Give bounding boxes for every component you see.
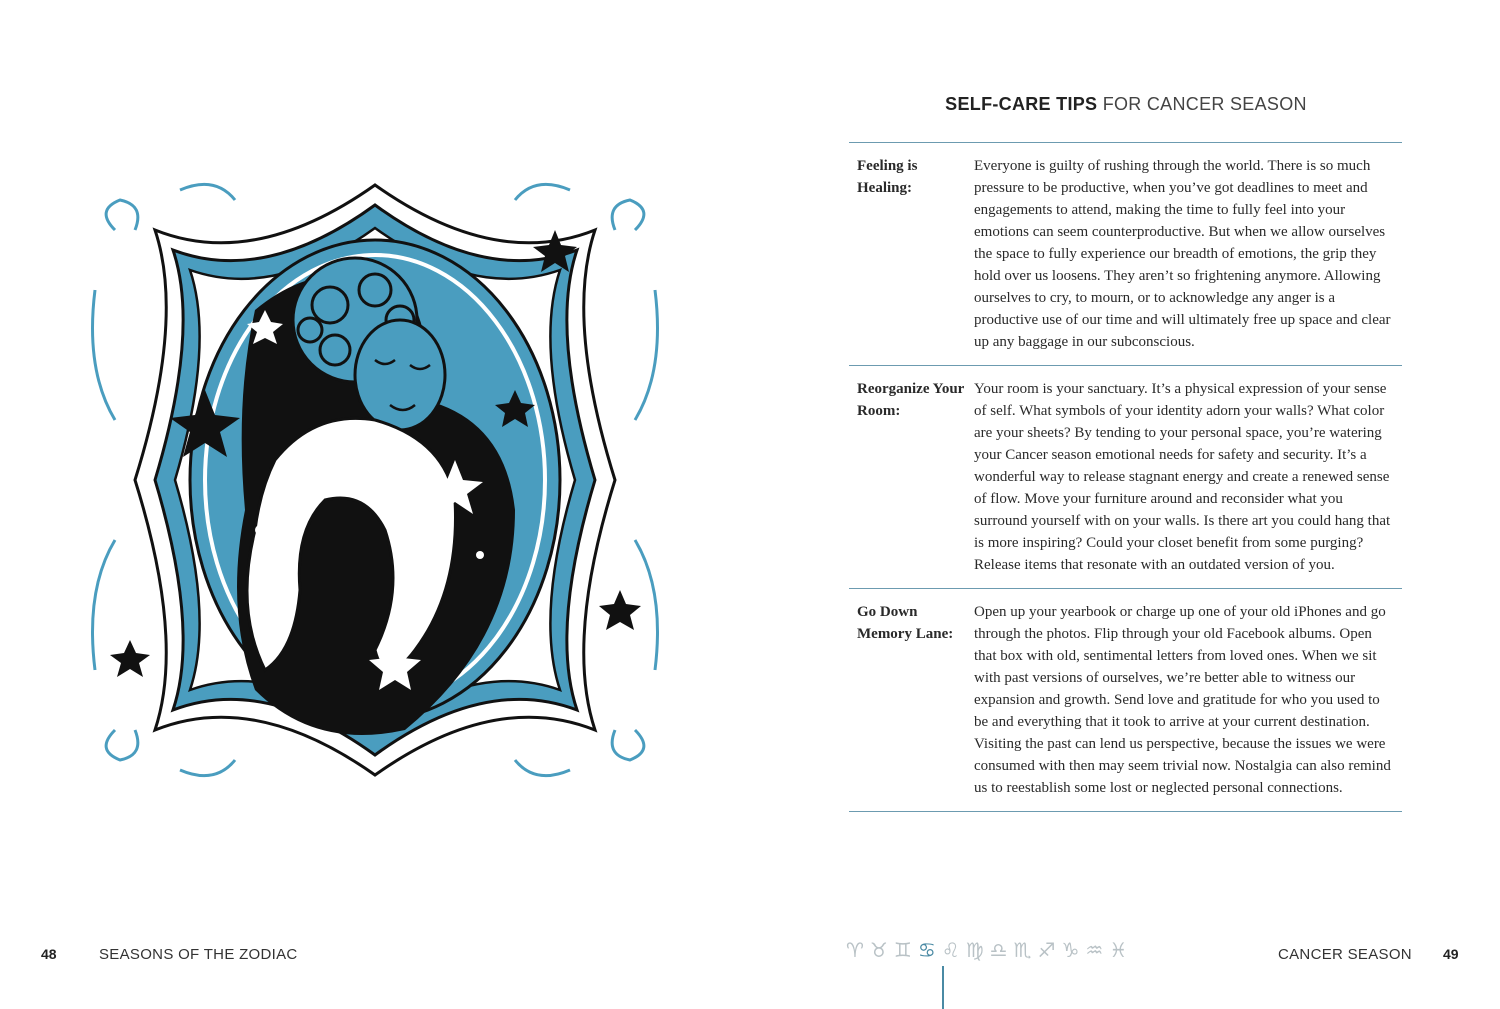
taurus-icon: ♉ xyxy=(869,938,888,962)
left-running-head: SEASONS OF THE ZODIAC xyxy=(99,946,298,963)
libra-icon: ♎ xyxy=(989,938,1008,962)
zodiac-symbol-bar xyxy=(846,938,1127,962)
right-running-head: CANCER SEASON xyxy=(1278,946,1412,963)
tip-row-memory xyxy=(849,588,1402,812)
gemini-icon: ♊ xyxy=(893,938,912,962)
tip-title: Reorganize Your Room: xyxy=(857,381,965,419)
capricorn-icon: ♑ xyxy=(1061,938,1080,962)
tip-body: Your room is your sanctuary. It’s a physical expression of your sense of self. What symbols of your identity adorn your walls? What color are your sheets? By tending to your personal space, you’re watering your Cancer season emotional needs for safety and security. It’s a wonderful way to release stagnant energy and create a renewed sense of flow. Move your furniture around and reconsider what you surround yourself with on your walls. Is there art you could hang that is more inspiring? Could your closet benefit from some purging? Release items that resonate with an outdated version of you. xyxy=(974,381,1391,573)
tip-title: Go Down Memory Lane: xyxy=(857,604,954,642)
leo-icon: ♌ xyxy=(941,938,960,962)
tip-row-feeling xyxy=(849,142,1402,365)
heading-bold: SELF-CARE TIPS xyxy=(945,94,1098,114)
left-page-number: 48 xyxy=(41,946,57,962)
tip-row-reorganize xyxy=(849,365,1402,588)
scorpio-icon: ♏ xyxy=(1013,938,1032,962)
sagittarius-icon: ♐ xyxy=(1037,938,1056,962)
cancer-icon: ♋ xyxy=(917,938,936,962)
tip-body: Open up your yearbook or charge up one of your old iPhones and go through the photos. Flip through your old Facebook albums. Open that box with old, sentimental letters from loved ones. When we sit with past versions of ourselves, we’re better able to witness our expansion and growth. Send love and gratitude for who you used to be and everything that it took to arrive at your current destination. Visiting the past can lend us perspective, because the issues we were consumed with then may seem trivial now. Nostalgia can also remind us to reestablish some lost or neglected personal connections. xyxy=(974,604,1391,796)
virgo-icon: ♍ xyxy=(965,938,984,962)
tips-table xyxy=(849,142,1402,812)
active-sign-marker xyxy=(942,966,944,1009)
aries-icon: ♈ xyxy=(846,938,864,962)
cancer-illustration-icon xyxy=(85,170,665,790)
tip-body: Everyone is guilty of rushing through the world. There is so much pressure to be productive, when you’ve got deadlines to meet and engagements to attend, making the time to fully feel into your emotions can seem counterproductive. But when we allow ourselves the space to fully experience our breadth of emotions, the grip they hold over us loosens. They aren’t so frightening anymore. Allowing ourselves to cry, to mourn, or to acknowledge any anger is a productive use of our time and will ultimately free up space and clear up any baggage in our subconscious. xyxy=(974,158,1391,350)
right-page-number: 49 xyxy=(1443,946,1459,962)
pisces-icon: ♓ xyxy=(1109,938,1128,962)
heading-rest: FOR CANCER SEASON xyxy=(1102,94,1307,114)
tip-title: Feeling is Healing: xyxy=(857,158,918,196)
aquarius-icon: ♒ xyxy=(1085,938,1104,962)
page-heading xyxy=(850,94,1402,115)
